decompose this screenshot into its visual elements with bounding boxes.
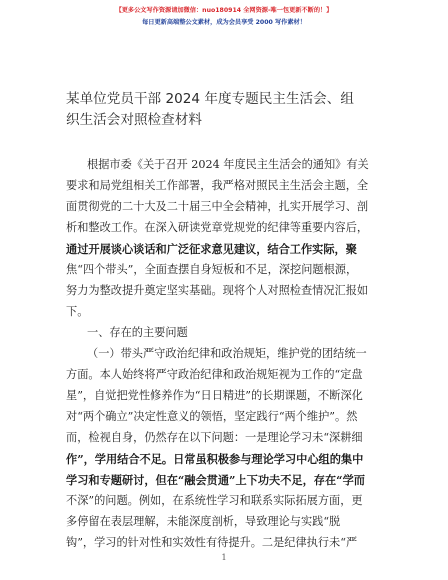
document-title-line-2: 织生活会对照检查材料 — [66, 112, 202, 128]
body-line-7: 努力为整改提升奠定坚实基础。现将个人对照检查情况汇报如 — [66, 284, 369, 297]
promo-banner-line-1: 【更多公文写作资源请加微信：nuo180914 全网资源-唯一包更新不断的！】 — [115, 7, 333, 14]
body-line-16: 学习和专题研讨，但在“融会贯通”上下功夫不足，存在“学而 — [66, 473, 365, 487]
body-line-5: 通过开展谈心谈话和广泛征求意见建议，结合工作实际，聚 — [66, 242, 357, 256]
body-line-1: 根据市委《关于召开 2024 年度民主生活会的通知》有关 — [87, 158, 369, 171]
body-line-15: 作”，学用结合不足。日常虽积极参与理论学习中心组的集中 — [66, 452, 364, 466]
body-line-6: 焦“四个带头”，全面查摆自身短板和不足，深挖问题根源， — [66, 263, 358, 276]
body-line-13: 对“两个确立”决定性意义的领悟，坚定践行“两个维护”。然 — [66, 410, 358, 423]
body-line-14: 而，检视自身，仍然存在以下问题：一是理论学习未“深耕细 — [66, 431, 363, 444]
page-number: 1 — [221, 553, 227, 562]
promo-banner-line-2: 每日更新高端整公文素材，成为会员享受 2000 写作素材！ — [142, 19, 306, 26]
body-line-8: 下。 — [66, 305, 89, 318]
body-line-2: 要求和局党组相关工作部署，我严格对照民主生活会主题，全 — [66, 179, 369, 192]
body-line-11: 方面。本人始终将严守政治纪律和政治规矩视为工作的“定盘 — [66, 368, 363, 381]
document-title-line-1: 某单位党员干部 2024 年度专题民主生活会、组 — [66, 91, 354, 107]
body-line-17: 不深”的问题。例如，在系统性学习和联系实际拓展方面，更 — [66, 494, 363, 507]
body-line-18: 多停留在表层理解，未能深度剖析，导致理论与实践“脱 — [66, 515, 341, 528]
body-line-19: 钩”，学习的针对性和实效性有待提升。二是纪律执行未“严 — [66, 536, 358, 549]
body-line-12: 星”，自觉把党性修养作为“日日精进”的长期课题，不断深化 — [66, 389, 363, 402]
section-heading-problems: 一、存在的主要问题 — [87, 326, 188, 339]
body-line-3: 面贯彻党的二十大及二十届三中全会精神，扎实开展学习、剖 — [66, 200, 369, 213]
subsection-heading-1: （一）带头严守政治纪律和政治规矩，维护党的团结统一 — [87, 347, 367, 360]
body-line-4: 析和整改工作。在深入研读党章党规党的纪律等重要内容后， — [66, 221, 369, 234]
